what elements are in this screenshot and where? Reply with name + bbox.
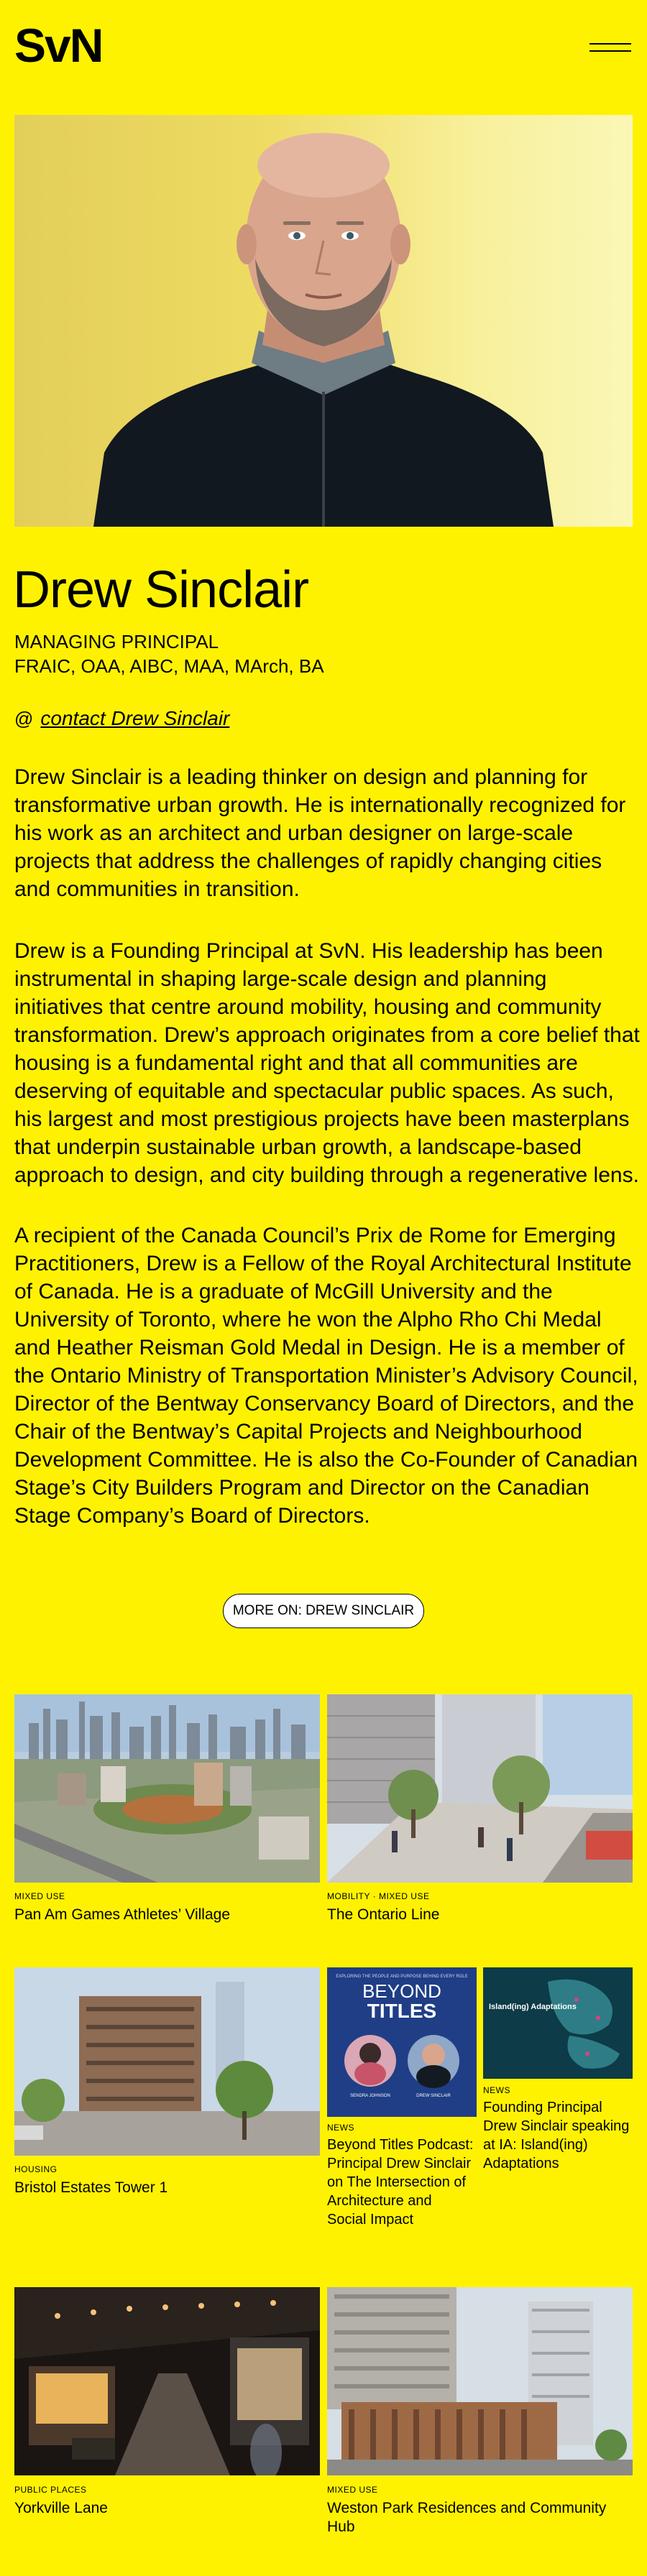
- project-title[interactable]: Bristol Estates Tower 1: [14, 2179, 168, 2196]
- poster-title-b: TITLES: [367, 2000, 437, 2022]
- project-image-ontario-line[interactable]: [327, 1694, 633, 1883]
- project-category: PUBLIC PLACES: [14, 2485, 87, 2495]
- news-category: NEWS: [327, 2123, 354, 2133]
- project-image-weston-park[interactable]: [327, 2287, 633, 2475]
- bio-paragraph-3: A recipient of the Canada Council’s Prix de Rome for Emerging Practitioners, Drew is a Fellow of the Royal Architectural Institute of Canada. He is a graduate of McGill University and the University of Toronto, where he won the Alpho Rho Chi Medal and Heather Reisman Gold Medal in Design. He is a member of the Ontario Ministry of Transportation Minister’s Advisory Council, Director of the Bentway Conservancy Board of Directors, and the Chair of the Bentway’s Capital Projects and Neighbourhood Development Committee. He is also the Co-Founder of Canadian Stage’s City Builders Program and Director on the Canadian Stage Company’s Board of Directors.: [14, 1224, 638, 1528]
- profile-portrait: [14, 115, 633, 527]
- news-image-islanding[interactable]: [483, 1967, 633, 2079]
- profile-role: MANAGING PRINCIPAL: [14, 631, 219, 652]
- profile-credentials: FRAIC, OAA, AIBC, MAA, MArch, BA: [14, 655, 324, 677]
- hamburger-menu-icon[interactable]: [589, 43, 631, 53]
- project-image-pan-am[interactable]: [14, 1694, 320, 1883]
- profile-name: Drew Sinclair: [13, 561, 309, 619]
- poster-islanding-title: Island(ing) Adaptations: [489, 2003, 577, 2011]
- project-title[interactable]: The Ontario Line: [327, 1906, 440, 1923]
- project-title[interactable]: Weston Park Residences and Community Hub: [327, 2500, 607, 2535]
- bio-paragraph-2: Drew is a Founding Principal at SvN. His leadership has been instrumental in shaping large-scale design and planning initiatives that centre around mobility, housing and community transformation. Drew’s approach originates from a core belief that housing is a fundamental right and that all communities are deserving of equitable and spectacular public spaces. As such, his largest and most prestigious projects have been masterplans that underpin sustainable urban growth, a landscape-based approach to design, and city building through a regenerative lens.: [14, 939, 640, 1187]
- news-title[interactable]: Beyond Titles Podcast: Principal Drew Sinclair on The Intersection of Architecture and Social Impact: [327, 2137, 474, 2228]
- project-category: MIXED USE: [327, 2485, 378, 2495]
- bio-paragraph-1: Drew Sinclair is a leading thinker on design and planning for transformative urban growth. He is internationally recognized for his work as an architect and urban designer on large-scale projects that address the challenges of rapidly changing cities and communities in transition.: [14, 765, 626, 901]
- project-category: MIXED USE: [14, 1891, 65, 1901]
- poster-guest-1: SENDRA JOHNSON: [350, 2094, 390, 2098]
- profile-role-block: [14, 629, 324, 678]
- contact-row: [14, 707, 229, 730]
- project-category: HOUSING: [14, 2164, 58, 2174]
- at-icon: @: [14, 708, 34, 729]
- poster-title-a: BEYOND: [362, 1980, 441, 2002]
- more-on-button[interactable]: MORE ON: DREW SINCLAIR: [223, 1594, 424, 1628]
- project-category: MOBILITY · MIXED USE: [327, 1891, 430, 1901]
- svn-logo[interactable]: SvN: [14, 19, 103, 72]
- poster-kicker: EXPLORING THE PEOPLE AND PURPOSE BEHIND EVERY ROLE: [336, 1975, 468, 1979]
- project-image-yorkville-lane[interactable]: [14, 2287, 320, 2475]
- poster-guest-2: DREW SINCLAIR: [416, 2094, 451, 2098]
- news-title[interactable]: Founding Principal Drew Sinclair speaking at IA: Island(ing) Adaptations: [483, 2100, 630, 2171]
- news-image-beyond-titles[interactable]: [327, 1967, 477, 2117]
- contact-link[interactable]: contact Drew Sinclair: [40, 707, 230, 729]
- project-image-bristol-estates[interactable]: [14, 1967, 320, 2156]
- news-category: NEWS: [483, 2085, 510, 2095]
- project-title[interactable]: Pan Am Games Athletes’ Village: [14, 1906, 230, 1923]
- project-title[interactable]: Yorkville Lane: [14, 2500, 108, 2516]
